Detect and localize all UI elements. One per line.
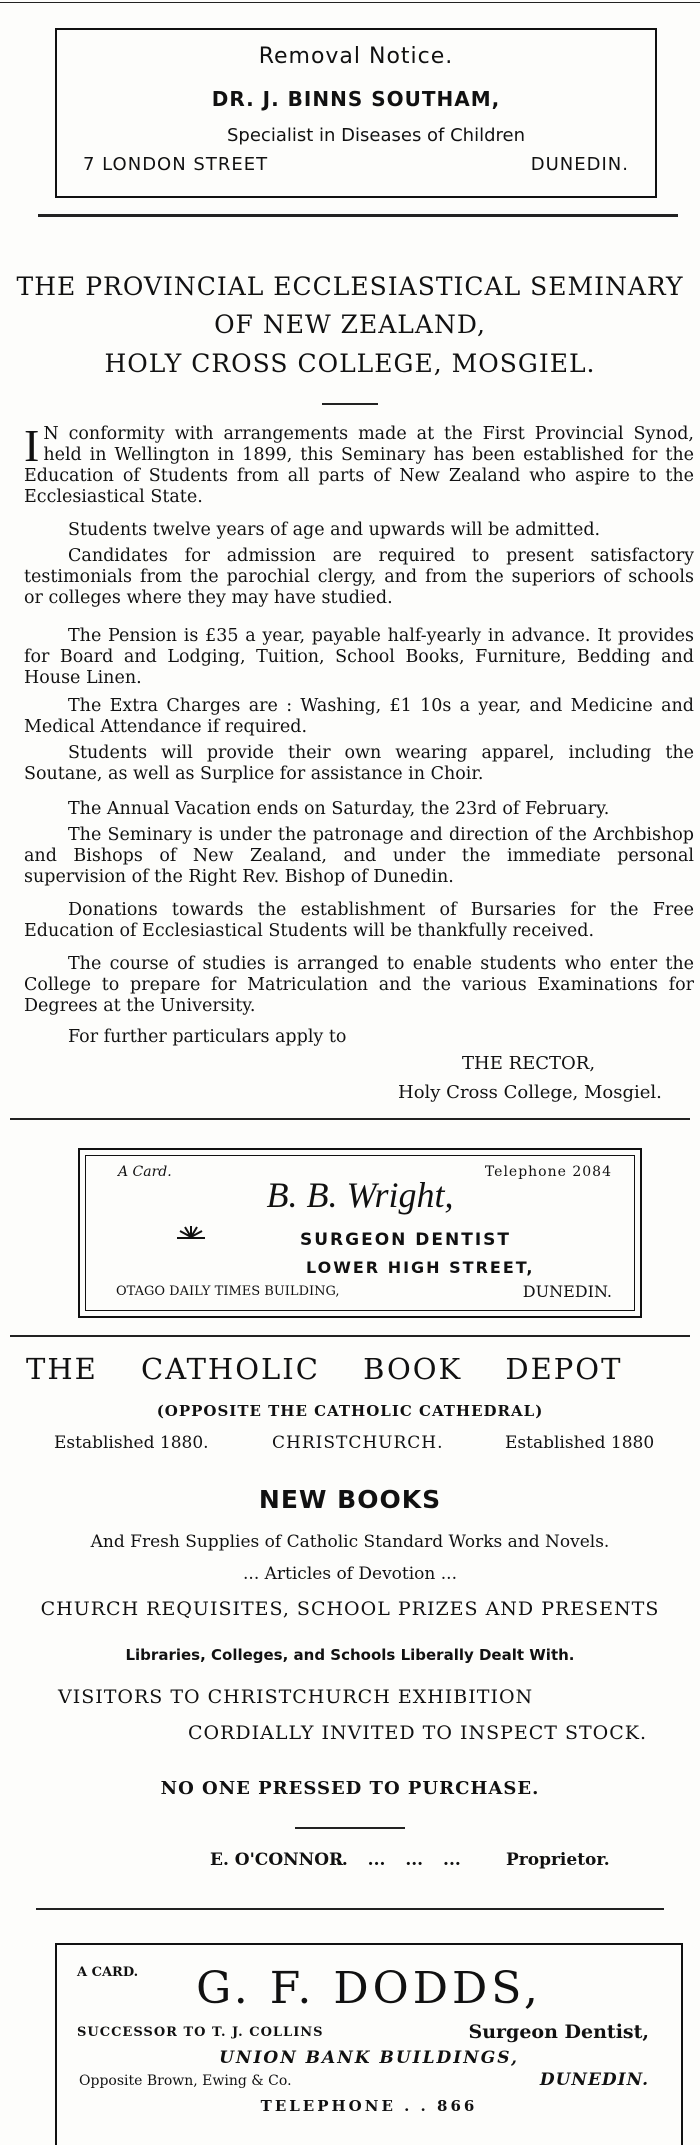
seminary-paragraph-1	[24, 420, 694, 508]
removal-heading: Removal Notice.	[258, 44, 454, 69]
seminary-title-line2: OF NEW ZEALAND,	[214, 310, 486, 339]
short-divider	[295, 1827, 405, 1829]
proprietor-name: E. O'CONNOR	[210, 1850, 344, 1870]
seminary-paragraph-7: The Annual Vacation ends on Saturday, the 23rd of February.	[68, 799, 610, 819]
section-divider	[10, 1118, 690, 1120]
removal-specialty: Specialist in Diseases of Children	[227, 125, 526, 146]
wright-name: B. B. Wright,	[266, 1175, 454, 1215]
wright-building: OTAGO DAILY TIMES BUILDING,	[116, 1284, 340, 1299]
dodds-card-label: A CARD.	[77, 1965, 139, 1980]
section-divider	[10, 1335, 690, 1337]
leader-dots: ... ... ... ...	[330, 1850, 461, 1870]
seminary-signature-place: Holy Cross College, Mosgiel.	[398, 1082, 662, 1103]
dodds-building: UNION BANK BUILDINGS,	[219, 2048, 519, 2068]
dodds-successor: SUCCESSOR TO T. J. COLLINS	[77, 2025, 324, 2040]
book-depot-line-2: ... Articles of Devotion ...	[243, 1564, 457, 1584]
wright-card-label: A Card.	[118, 1164, 172, 1180]
top-rule	[0, 2, 700, 3]
book-depot-line-7: NO ONE PRESSED TO PURCHASE.	[160, 1778, 540, 1799]
dodds-telephone: TELEPHONE . . 866	[260, 2097, 478, 2115]
dodds-name: G. F. DODDS,	[196, 1963, 542, 2014]
seminary-paragraph-9: Donations towards the establishment of Bursaries for the Free Education of Ecclesiastical Students will be thankfully received.	[24, 900, 694, 941]
book-depot-city: CHRISTCHURCH.	[272, 1433, 444, 1453]
wright-street: LOWER HIGH STREET,	[306, 1258, 535, 1277]
paragraph-text: N conformity with arrangements made at the First Provincial Synod, held in Wellington in 1899, this Seminary has been established for the Education of Students from all parts of New Zealand who aspire to the Ecclesiastical State.	[24, 424, 694, 507]
seminary-paragraph-2: Students twelve years of age and upwards will be admitted.	[68, 520, 601, 540]
short-divider	[322, 403, 378, 405]
removal-address: 7 LONDON STREET	[83, 154, 269, 175]
wright-title: SURGEON DENTIST	[300, 1230, 512, 1250]
seminary-paragraph-11: For further particulars apply to	[68, 1027, 347, 1047]
removal-doctor-name: DR. J. BINNS SOUTHAM,	[211, 87, 501, 111]
dodds-card-box	[55, 1943, 683, 2145]
dodds-title: Surgeon Dentist,	[468, 2021, 649, 2043]
seminary-signature-title: THE RECTOR,	[462, 1053, 596, 1074]
seminary-paragraph-3: Candidates for admission are required to present satisfactory testimonials from the parochial clergy, and from the superiors of schools or colleges where they may have studied.	[24, 546, 694, 608]
book-depot-line-3: CHURCH REQUISITES, SCHOOL PRIZES AND PRESENTS	[40, 1598, 660, 1620]
book-depot-title: THE CATHOLIC BOOK DEPOT	[26, 1352, 623, 1386]
proprietor-role: Proprietor.	[506, 1850, 610, 1870]
wright-telephone: Telephone 2084	[484, 1164, 612, 1180]
section-divider	[36, 1908, 664, 1910]
seminary-paragraph-4: The Pension is £35 a year, payable half-yearly in advance. It provides for Board and Lodging, Tuition, School Books, Furniture, Bedding and House Linen.	[24, 626, 694, 688]
established-right: Established 1880	[505, 1433, 655, 1453]
book-depot-line-1: And Fresh Supplies of Catholic Standard Works and Novels.	[90, 1532, 610, 1552]
book-depot-line-5: VISITORS TO CHRISTCHURCH EXHIBITION	[58, 1686, 534, 1708]
book-depot-line-6: CORDIALLY INVITED TO INSPECT STOCK.	[188, 1722, 648, 1744]
seminary-paragraph-5: The Extra Charges are : Washing, £1 10s a year, and Medicine and Medical Attendance if required.	[24, 696, 694, 737]
seminary-title-line1: THE PROVINCIAL ECCLESIASTICAL SEMINARY	[16, 272, 684, 301]
section-divider	[38, 214, 678, 217]
dodds-city: DUNEDIN.	[539, 2070, 649, 2090]
seminary-paragraph-8: The Seminary is under the patronage and direction of the Archbishop and Bishops of New Zealand, and under the immediate personal supervision of the Right Rev. Bishop of Dunedin.	[24, 825, 694, 887]
established-left: Established 1880.	[54, 1433, 209, 1453]
rising-sun-icon	[175, 1224, 207, 1238]
wright-card-box	[78, 1148, 642, 1318]
removal-notice-box	[55, 28, 657, 198]
dodds-opposite: Opposite Brown, Ewing & Co.	[79, 2073, 292, 2089]
new-books-heading: NEW BOOKS	[258, 1485, 442, 1514]
wright-city: DUNEDIN.	[522, 1282, 612, 1301]
seminary-title-line3: HOLY CROSS COLLEGE, MOSGIEL.	[104, 349, 596, 378]
seminary-paragraph-10: The course of studies is arranged to enable students who enter the College to prepare for Matriculation and the various Examinations for Degrees at the University.	[24, 954, 694, 1016]
seminary-paragraph-6: Students will provide their own wearing apparel, including the Soutane, as well as Surplice for assistance in Choir.	[24, 743, 694, 784]
removal-city: DUNEDIN.	[530, 154, 629, 175]
drop-cap: I	[24, 420, 40, 471]
book-depot-subtitle: (OPPOSITE THE CATHOLIC CATHEDRAL)	[156, 1402, 544, 1420]
book-depot-line-4: Libraries, Colleges, and Schools Liberally Dealt With.	[125, 1646, 575, 1664]
